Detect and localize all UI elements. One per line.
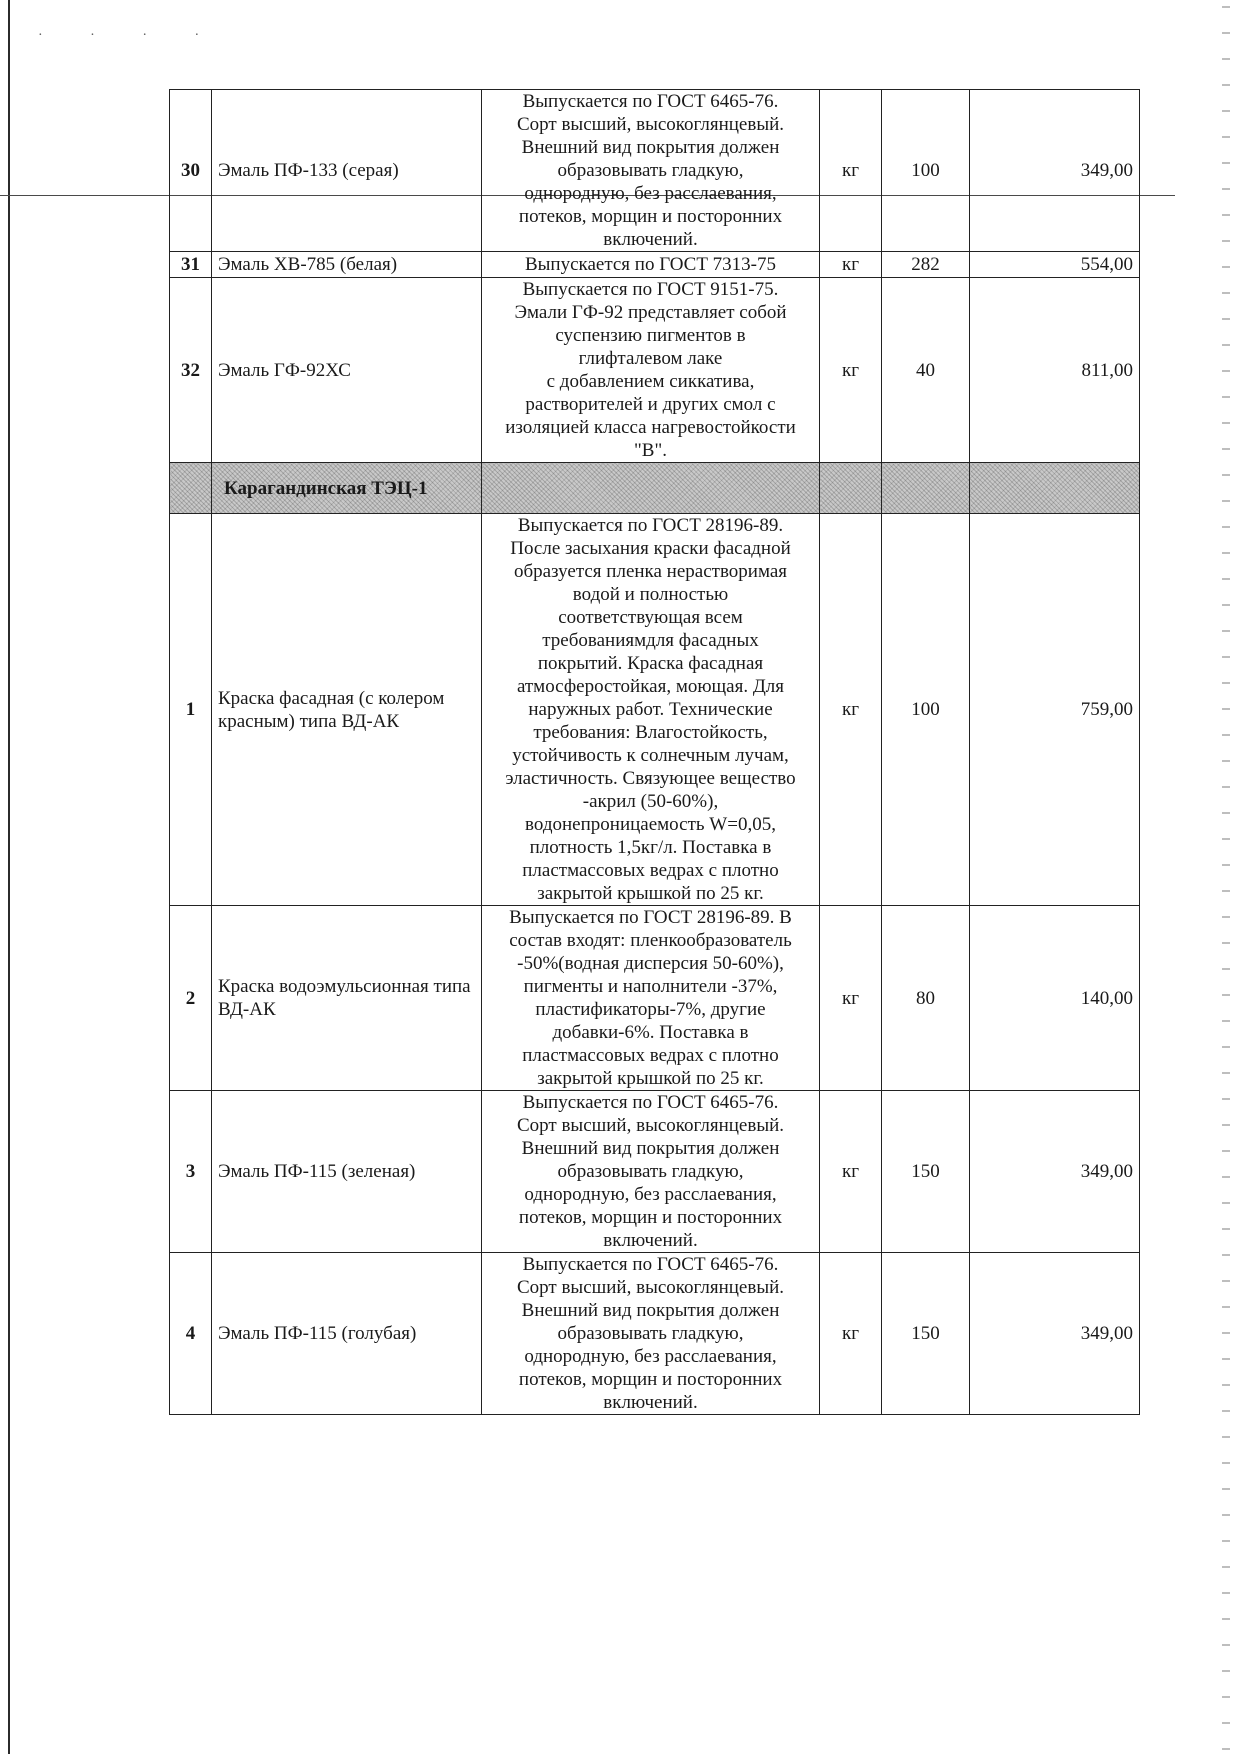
item-name: Эмаль ПФ-133 (серая) [212, 90, 482, 252]
item-description: Выпускается по ГОСТ 7313-75 [482, 252, 820, 278]
row-number: 4 [170, 1253, 212, 1415]
item-name: Краска фасадная (с колером красным) типа ВД-АК [212, 514, 482, 906]
item-unit: кг [820, 278, 882, 463]
item-name: Эмаль ГФ-92ХС [212, 278, 482, 463]
table-row [170, 1091, 1140, 1253]
item-description: Выпускается по ГОСТ 6465-76. Сорт высший, высокоглянцевый. Внешний вид покрытия должен образовывать гладкую, однородную, без расслаевания, потеков, морщин и посторонних включений. [482, 1091, 820, 1253]
item-price: 349,00 [970, 1091, 1140, 1253]
item-description: Выпускается по ГОСТ 28196-89. В состав входят: пленкообразователь -50%(водная дисперсия 50-60%), пигменты и наполнители -37%, пластификаторы-7%, другие добавки-6%. Поставка в пластмассовых ведрах с плотно закрытой крышкой по 25 кг. [482, 906, 820, 1091]
item-name: Эмаль ПФ-115 (голубая) [212, 1253, 482, 1415]
item-description: Выпускается по ГОСТ 6465-76. Сорт высший, высокоглянцевый. Внешний вид покрытия должен образовывать гладкую, однородную, без расслаевания, потеков, морщин и посторонних включений. [482, 1253, 820, 1415]
item-price: 759,00 [970, 514, 1140, 906]
table-row [170, 906, 1140, 1091]
table-row [170, 278, 1140, 463]
item-quantity: 40 [882, 278, 970, 463]
row-number: 32 [170, 278, 212, 463]
row-number: 31 [170, 252, 212, 278]
item-description: Выпускается по ГОСТ 9151-75. Эмали ГФ-92 представляет собой суспензию пигментов в глифталевом лаке с добавлением сиккатива, растворителей и других смол с изоляцией класса нагревостойкости "В". [482, 278, 820, 463]
scan-specks: · · · · [38, 28, 222, 43]
item-quantity: 282 [882, 252, 970, 278]
row-number: 1 [170, 514, 212, 906]
item-quantity: 100 [882, 514, 970, 906]
table-row [170, 252, 1140, 278]
item-name: Эмаль ХВ-785 (белая) [212, 252, 482, 278]
section-title: Карагандинская ТЭЦ-1 [212, 463, 482, 514]
page-margin-line [8, 0, 10, 1754]
row-number: 3 [170, 1091, 212, 1253]
table-row [170, 90, 1140, 252]
item-quantity: 80 [882, 906, 970, 1091]
item-price: 349,00 [970, 1253, 1140, 1415]
item-price: 811,00 [970, 278, 1140, 463]
item-quantity: 100 [882, 90, 970, 252]
specification-table [169, 89, 1140, 1415]
table-row [170, 514, 1140, 906]
table-body-after [170, 514, 1140, 1415]
item-unit: кг [820, 252, 882, 278]
section-header-row [170, 463, 1140, 514]
section-header [170, 463, 1140, 514]
table-body-before [170, 90, 1140, 463]
item-unit: кг [820, 906, 882, 1091]
row-number: 2 [170, 906, 212, 1091]
scan-edge-marks [1222, 0, 1230, 1754]
item-unit: кг [820, 1091, 882, 1253]
item-unit: кг [820, 1253, 882, 1415]
item-unit: кг [820, 514, 882, 906]
item-name: Краска водоэмульсионная типа ВД-АК [212, 906, 482, 1091]
item-name: Эмаль ПФ-115 (зеленая) [212, 1091, 482, 1253]
item-price: 554,00 [970, 252, 1140, 278]
item-price: 140,00 [970, 906, 1140, 1091]
item-price: 349,00 [970, 90, 1140, 252]
item-description: Выпускается по ГОСТ 28196-89. После засыхания краски фасадной образуется пленка нерастворимая водой и полностью соответствующая всем требованиямдля фасадных покрытий. Краска фасадная атмосферостойкая, моющая. Для наружных работ. Технические требования: Влагостойкость, устойчивость к солнечным лучам, эластичность. Связующее вещество -акрил (50-60%), водонепроницаемость W=0,05, плотность 1,5кг/л. Поставка в пластмассовых ведрах с плотно закрытой крышкой по 25 кг. [482, 514, 820, 906]
table-row [170, 1253, 1140, 1415]
item-description: Выпускается по ГОСТ 6465-76. Сорт высший, высокоглянцевый. Внешний вид покрытия должен образовывать гладкую, однородную, без расслаевания, потеков, морщин и посторонних включений. [482, 90, 820, 252]
row-number: 30 [170, 90, 212, 252]
item-quantity: 150 [882, 1091, 970, 1253]
item-unit: кг [820, 90, 882, 252]
item-quantity: 150 [882, 1253, 970, 1415]
